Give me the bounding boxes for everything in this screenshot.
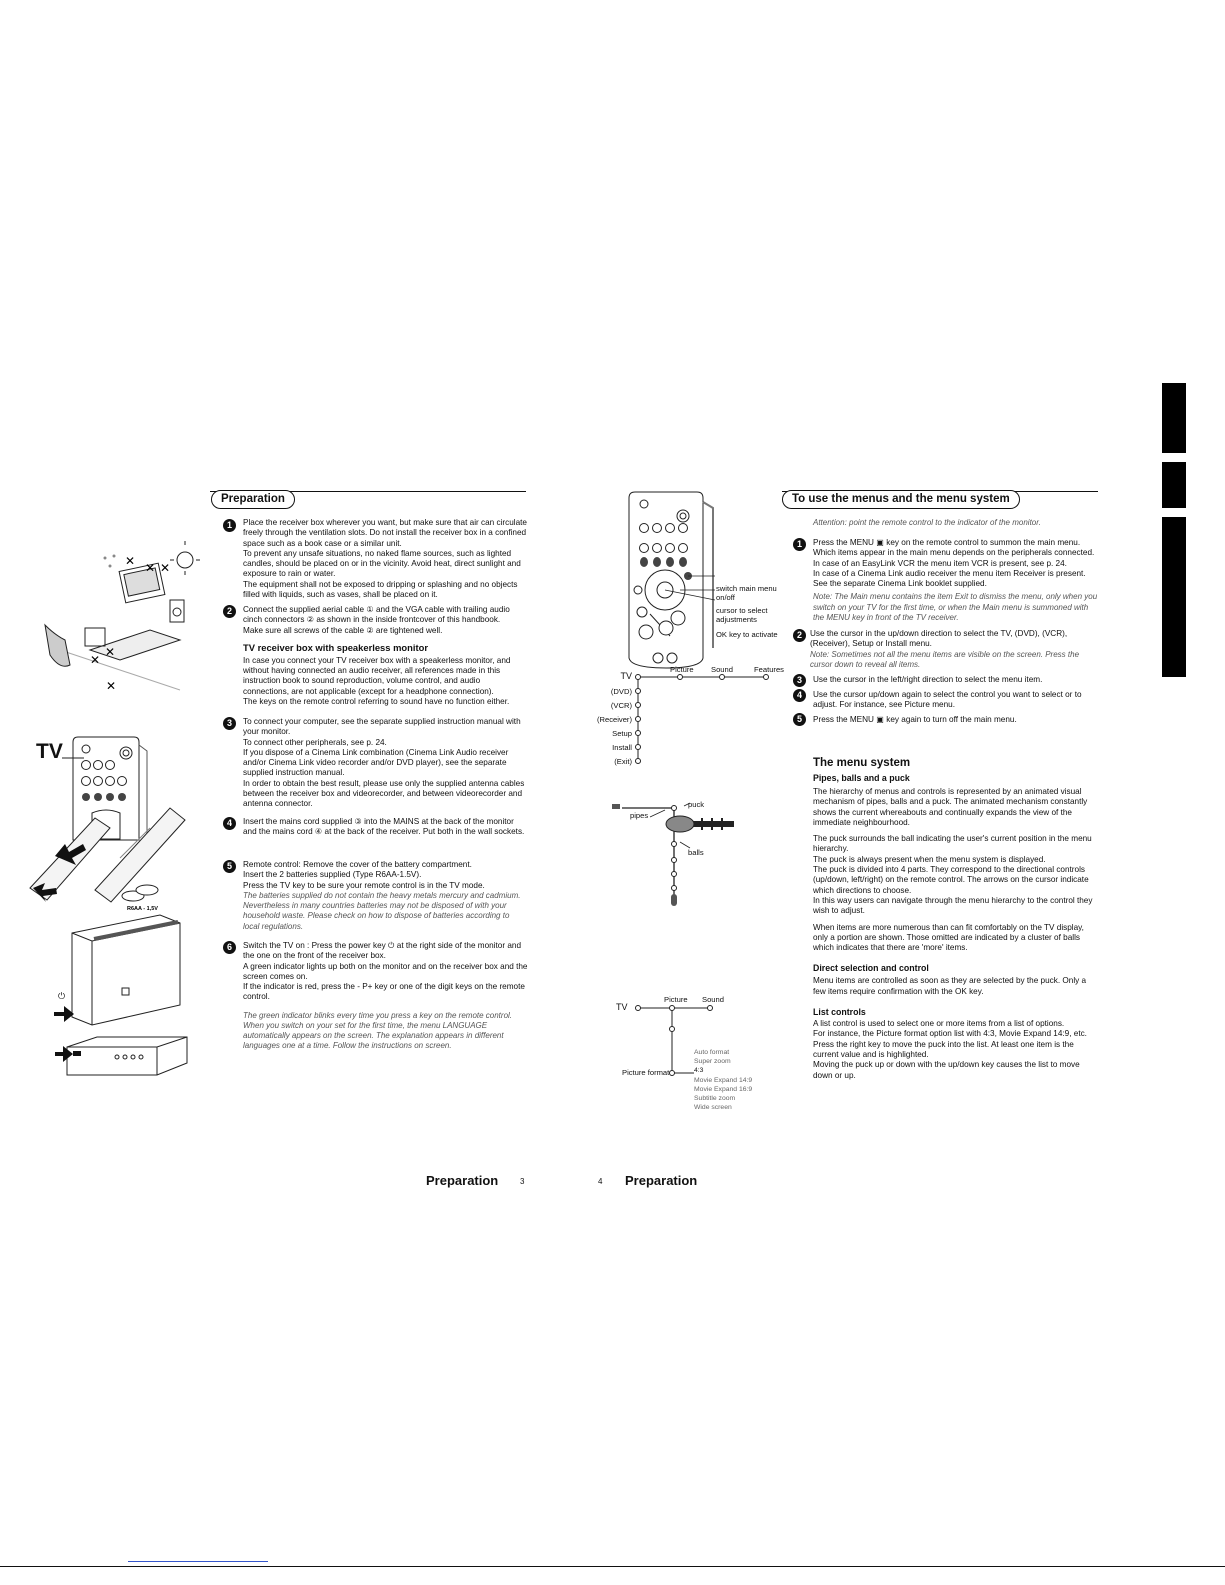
subheading-speakerless: TV receiver box with speakerless monitor	[243, 641, 428, 653]
menu-col-picture: Picture	[670, 665, 694, 674]
menu-step-4-text: Use the cursor up/down again to select the control you want to select or to adjust. For instance, see Picture menu.	[813, 690, 1082, 710]
step-number: 4	[793, 689, 806, 702]
menu-row: (Exit)	[614, 757, 632, 766]
arrow-icon	[54, 1004, 76, 1022]
step-number: 5	[223, 860, 236, 873]
thumb-tab	[1162, 517, 1186, 677]
step-number: 4	[223, 817, 236, 830]
menu-row: (VCR)	[610, 701, 632, 710]
step-4-text: Insert the mains cord supplied ③ into the MAINS at the back of the monitor and the mains cord ④ at the back of the receiver. Put both in the wall sockets.	[243, 817, 525, 837]
pipes-heading: Pipes, balls and a puck	[813, 773, 910, 783]
step-number: 6	[223, 941, 236, 954]
thumb-tab	[1162, 383, 1186, 453]
menu-row: Install	[612, 743, 632, 752]
menu-col-sound: Sound	[711, 665, 733, 674]
section-title-preparation: Preparation	[211, 490, 295, 509]
menu-row: (DVD)	[610, 687, 632, 696]
page-number-left: 3	[520, 1177, 525, 1186]
menu-col-features: Features	[754, 665, 784, 674]
receiver-illustration	[55, 1035, 190, 1085]
menu-step-5-text: Press the MENU ▣ key again to turn off the main menu.	[813, 715, 1017, 724]
battery-illustration	[25, 798, 195, 912]
step-number: 1	[223, 519, 236, 532]
menu-step-3-text: Use the cursor in the left/right direction to select the menu item.	[813, 675, 1043, 684]
step-number: 2	[793, 629, 806, 642]
x-mark: ✕	[105, 645, 116, 659]
list-option: Super zoom	[694, 1058, 731, 1066]
menu-step-1-text: Press the MENU ▣ key on the remote control to summon the main menu. Which items appear in the main menu depends on the peripherals connected. In case of an EasyLink VCR the menu item VCR is present, see p. 24. In case of a Cinema Link audio receiver the menu item Receiver is present. See the separate Cinema Link booklet supplied. Note: The Main menu contains the item Exit to dismiss the menu, only when you switch on your TV for the first time, or when the Main menu is summoned with the MENU key in front of the TV receiver.	[813, 538, 1098, 622]
step-2-text: Connect the supplied aerial cable ① and the VGA cable with trailing audio cinch connectors ② as shown in the inside frontcover of this handbook. Make sure all screws of the cable ② are tightened well. TV receiver box with speakerless monitor In case you connect your TV receiver box with a speakerless monitor, and without having connected an audio receiver, all references made in this instruction book to sound reproduction, volume control, and audio connections, are not applicable (except for a headphone connection). The keys on the remote control referring to sound have no function either.	[243, 605, 528, 707]
battery-label: R6AA - 1,5V	[127, 906, 158, 912]
list-option-selected: 4:3	[694, 1067, 704, 1075]
callout-ok: OK key to activate	[716, 630, 778, 639]
step-6-text: Switch the TV on : Press the power key ⏻ at the right side of the monitor and the one on the front of the receiver box. A green indicator lights up both on the monitor and on the receiver box and the screen comes on. If the indicator is red, press the - P+ key or one of the digit keys on the remote control. The green indicator blinks every time you press a key on the remote control. When you switch on your set for the first time, the menu LANGUAGE automatically appears on the screen. The explanation appears in different languages one at a time. Follow the instructions on screen.	[243, 941, 528, 1051]
list-option: Auto format	[694, 1049, 730, 1056]
page-number-right: 4	[598, 1177, 603, 1186]
step-5-text: Remote control: Remove the cover of the battery compartment. Insert the 2 batteries supplied (Type R6AA-1.5V). Press the TV key to be sure your remote control is in the TV mode. The batteries supplied do not contain the heavy metals mercury and cadmium. Nevertheless in many countries batteries may not be disposed of with your household waste. Please check on how to dispose of batteries according to local regulations.	[243, 860, 521, 931]
direct-heading: Direct selection and control	[813, 963, 929, 974]
menu-row-tv: TV	[620, 671, 632, 681]
step-3-text: To connect your computer, see the separate supplied instruction manual with your monitor. To connect other peripherals, see p. 24. If you dispose of a Cinema Link combination (Cinema Link Audio receiver and/or Cinema Link video recorder and/or DVD player), see the separate supplied instruction manual. In order to obtain the best result, please use only the supplied antenna cables between the receiver box and videorecorder, and between videorecorder and antenna connector.	[243, 717, 525, 809]
footer-title-left: Preparation	[426, 1173, 499, 1188]
list-option: Wide screen	[694, 1104, 732, 1112]
callout-cursor: cursor to select adjustments	[716, 606, 768, 624]
list-row-tv: TV	[616, 1002, 628, 1012]
list-option: Movie Expand 14:9	[694, 1076, 753, 1084]
menu-row: (Receiver)	[596, 715, 632, 724]
x-mark: ✕	[160, 561, 171, 575]
step-number: 3	[793, 674, 806, 687]
label-puck: puck	[688, 800, 705, 809]
list-col-sound: Sound	[702, 995, 724, 1004]
list-option: Subtitle zoom	[694, 1095, 736, 1103]
list-option: Movie Expand 16:9	[694, 1085, 753, 1093]
power-symbol: ⏻	[58, 992, 66, 1002]
step-number: 2	[223, 605, 236, 618]
label-pipes: pipes	[630, 811, 649, 820]
attention-note: Attention: point the remote control to the indicator of the monitor.	[813, 518, 1041, 527]
list-row-picture-format: Picture format	[622, 1068, 670, 1077]
bottom-divider	[0, 1566, 1225, 1567]
list-diagram	[610, 993, 780, 1115]
menu-row: Setup	[612, 729, 632, 738]
menu-step-2-text: Use the cursor in the up/down direction to select the TV, (DVD), (VCR), (Receiver), Setup or Install menu. Note: Sometimes not all the menu items are visible on the screen. Press the cursor down to reveal all items.	[810, 629, 1080, 669]
x-mark: ✕	[90, 653, 101, 667]
menu-system-heading: The menu system	[813, 757, 911, 769]
remote-control-illustration	[620, 490, 720, 670]
step-number: 5	[793, 713, 806, 726]
step-number: 3	[223, 717, 236, 730]
placement-illustration	[30, 540, 200, 693]
x-mark: ✕	[125, 554, 136, 568]
section-title-menus: To use the menus and the menu system	[782, 490, 1020, 509]
x-mark: ✕	[145, 561, 156, 575]
list-col-picture: Picture	[664, 995, 688, 1004]
x-mark: ✕	[106, 679, 117, 693]
menu-diagram	[596, 665, 790, 766]
menu-system-section: The menu system Pipes, balls and a puck The hierarchy of menus and controls is represented by an animated visual mechanism of pipes, balls and a puck. The animated mechanism constantly shows the current whereabouts and continually expands the view of the immediate neighbourhood. The puck surrounds the ball indicating the user's current position in the menu hierarchy. The puck is always present when the menu system is displayed. The puck is divided into 4 parts. They correspond to the directional controls (up/down, left/right) on the remote control. The arrows on the cursor indicate which directions to choose. In this way users can navigate through the menu hierarchy to the control they wish to adjust. When items are more numerous than can fit comfortably on the TV display, only a portion are shown. Those omitted are indicated by a cluster of balls which indicates that there are 'more' items. Direct selection and control Menu items are controlled as soon as they are selected by the puck. Only a few items require confirmation with the OK key. List controls A list control is used to select one or more items from a list of options. For instance, the Picture format option list with 4:3, Movie Expand 14:9, etc. Press the right key to move the puck into the list. At least one item is the current value and is highlighted. Moving the puck up or down with the up/down key causes the list to move down or up.	[813, 757, 1098, 1081]
label-balls: balls	[688, 848, 704, 857]
pipes-diagram	[610, 800, 740, 910]
callout-switch-menu: switch main menu on/off	[716, 584, 777, 602]
thumb-tab	[1162, 462, 1186, 508]
footer-title-right: Preparation	[625, 1173, 698, 1188]
step-number: 1	[793, 538, 806, 551]
list-heading: List controls	[813, 1007, 866, 1018]
list-options	[694, 1048, 752, 1112]
bottom-link-line	[128, 1561, 268, 1562]
tv-key-label: TV	[36, 740, 63, 763]
step-1-text: Place the receiver box wherever you want, but make sure that air can circulate freely through the ventilation slots. Do not install the receiver box in a confined space such as a book case or a similar unit. To prevent any unsafe situations, no naked flame sources, such as lighted candles, should be placed on or in the vicinity. Avoid heat, direct sunlight and exposure to rain or water. The equipment shall not be exposed to dripping or splashing and no objects filled with liquids, such as vases, shall be placed on it.	[243, 518, 527, 600]
